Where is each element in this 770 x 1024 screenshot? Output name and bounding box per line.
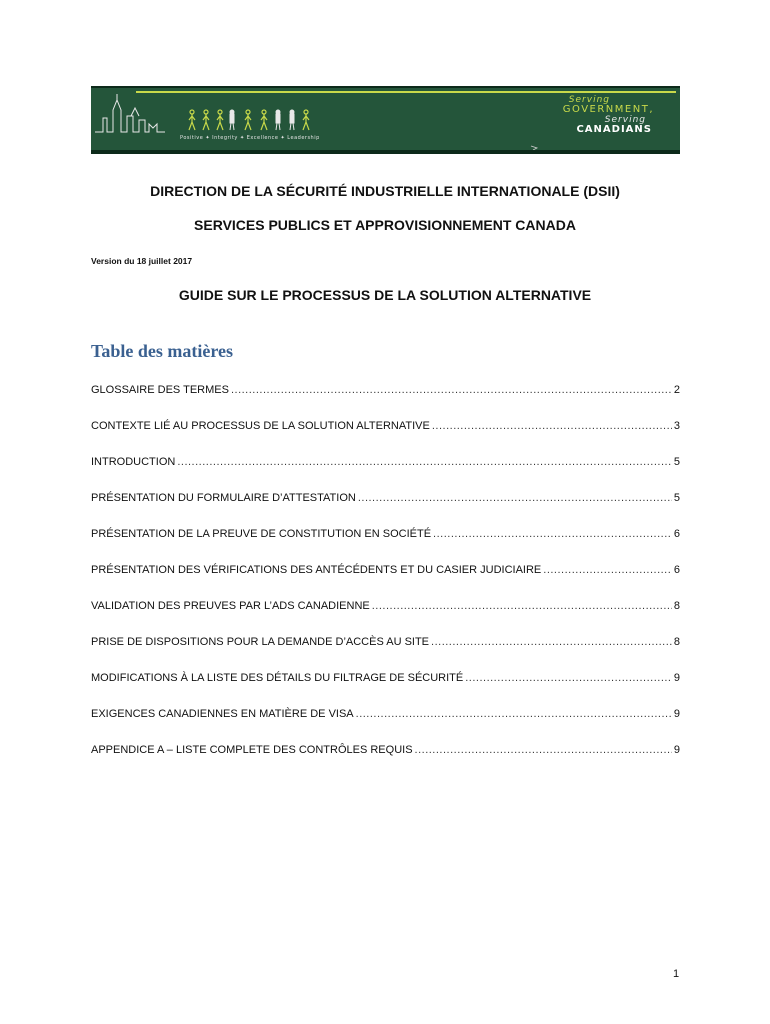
slogan-government: GOVERNMENT, [562, 104, 654, 116]
organization-title: DIRECTION DE LA SÉCURITÉ INDUSTRIELLE INTERNATIONALE (DSII) [150, 183, 620, 199]
toc-entry[interactable] [91, 704, 680, 740]
page-number: 1 [673, 968, 680, 980]
toc-entry-label: EXIGENCES CANADIENNES EN MATIÈRE DE VISA [91, 708, 354, 720]
toc-entry-label: PRISE DE DISPOSITIONS POUR LA DEMANDE D’ACCÈS AU SITE [91, 636, 430, 648]
slogan-canadians: CANADIANS [576, 124, 652, 136]
toc-entry[interactable] [91, 524, 680, 560]
toc-entry[interactable] [91, 668, 680, 704]
toc-entry-page: 3 [673, 420, 680, 432]
toc-entry-label: VALIDATION DES PREUVES PAR L’ADS CANADIENNE [91, 600, 370, 612]
toc-entry-label: GLOSSAIRE DES TERMES [91, 384, 229, 396]
toc-entry-page: 6 [673, 564, 680, 576]
toc-entry-label: INTRODUCTION [91, 456, 176, 468]
toc-entry-page: 9 [673, 744, 680, 756]
toc-dot-leader [432, 416, 672, 436]
slogan-serving-1: Serving [568, 95, 610, 105]
table-of-contents [91, 380, 680, 776]
toc-entry-page: 5 [673, 456, 680, 468]
toc-entry[interactable] [91, 740, 680, 776]
toc-dot-leader [372, 596, 672, 616]
version-date: Version du 18 juillet 2017 [91, 256, 193, 266]
toc-dot-leader [177, 452, 672, 472]
toc-dot-leader [415, 740, 672, 760]
toc-heading: Table des matières [91, 341, 233, 361]
toc-entry-label: PRÉSENTATION DE LA PREUVE DE CONSTITUTION EN SOCIÉTÉ [91, 528, 432, 540]
toc-entry[interactable] [91, 596, 680, 632]
toc-dot-leader [543, 560, 672, 580]
slogan-serving-2: Serving [604, 114, 646, 125]
toc-dot-leader [433, 524, 672, 544]
toc-entry-page: 2 [673, 384, 680, 396]
toc-entry[interactable] [91, 560, 680, 596]
toc-entry-page: 9 [673, 672, 680, 684]
toc-entry[interactable] [91, 452, 680, 488]
toc-dot-leader [356, 704, 672, 724]
toc-entry[interactable] [91, 380, 680, 416]
toc-entry-page: 5 [673, 492, 680, 504]
toc-entry[interactable] [91, 488, 680, 524]
banner-motto: Positive ✦ Integrity ✦ Excellence ✦ Leadership [180, 135, 320, 141]
toc-entry[interactable] [91, 416, 680, 452]
toc-entry[interactable] [91, 632, 680, 668]
toc-entry-label: CONTEXTE LIÉ AU PROCESSUS DE LA SOLUTION ALTERNATIVE [91, 420, 430, 432]
toc-entry-page: 8 [673, 636, 680, 648]
header-banner [91, 86, 680, 154]
banner-slogan [540, 96, 660, 136]
toc-entry-label: MODIFICATIONS À LA LISTE DES DÉTAILS DU FILTRAGE DE SÉCURITÉ [91, 672, 464, 684]
document-title: GUIDE SUR LE PROCESSUS DE LA SOLUTION ALTERNATIVE [178, 287, 592, 303]
toc-dot-leader [231, 380, 672, 400]
toc-entry-page: 6 [673, 528, 680, 540]
toc-dot-leader [465, 668, 672, 688]
toc-entry-label: APPENDICE A – LISTE COMPLETE DES CONTRÔLES REQUIS [91, 744, 413, 756]
toc-dot-leader [358, 488, 672, 508]
department-title: SERVICES PUBLICS ET APPROVISIONNEMENT CANADA [194, 217, 576, 233]
toc-entry-label: PRÉSENTATION DES VÉRIFICATIONS DES ANTÉCÉDENTS ET DU CASIER JUDICIAIRE [91, 564, 542, 576]
toc-dot-leader [431, 632, 672, 652]
toc-entry-label: PRÉSENTATION DU FORMULAIRE D’ATTESTATION [91, 492, 356, 504]
toc-entry-page: 8 [673, 600, 680, 612]
toc-entry-page: 9 [673, 708, 680, 720]
